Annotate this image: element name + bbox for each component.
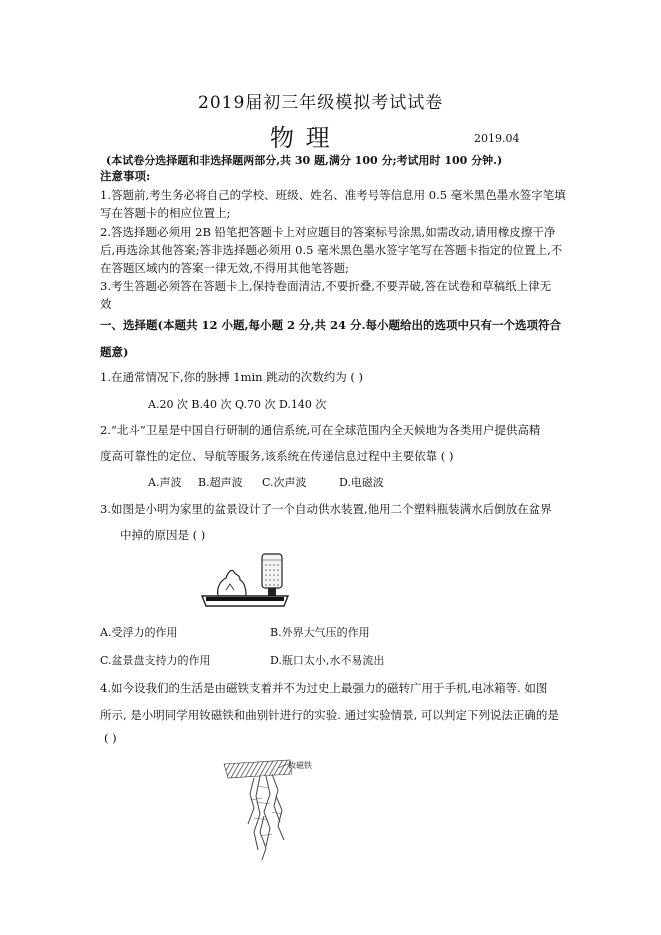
question-3-option-b: B.外界大气压的作用 [270, 626, 370, 639]
exam-info: (本试卷分选择题和非选择题两部分,共 30 题,满分 100 分;考试用时 100 分钟.) [106, 154, 503, 167]
question-2-option-b: B.超声波 [198, 476, 243, 489]
exam-title: 2019届初三年级模拟考试试卷 [198, 93, 444, 113]
question-4-stem: 4.如今设我们的生活是由磁铁支着并不为过史上最强力的磁转广用于手机,电冰箱等. 如图 [100, 681, 548, 695]
question-3-option-c: C.盆景盘支持力的作用 [100, 654, 211, 667]
question-3-stem: 3.如图是小明为家里的盆景设计了一个自动供水装置,他用二个塑料瓶装满水后倒放在盆界 [100, 502, 552, 516]
question-3-option-d: D.瓶口太小,水不易流出 [270, 654, 385, 667]
notice-line: 效 [100, 297, 112, 311]
subject-title: 物 理 [270, 124, 332, 152]
question-2-option-d: D.电磁波 [339, 476, 384, 489]
magnet-paperclip-figure [220, 756, 332, 866]
notice-line: 3.考生答题必须答在答题卡上,保持卷面清洁,不要折叠,不要弄破,答在试卷和草稿纸上律无 [100, 279, 552, 293]
plant-dish-figure [196, 550, 292, 614]
notice-line: 2.答选择题必须用 2B 铅笔把答题卡上对应题目的答案标号涂黑,如需改动,请用橡皮擦干净 [100, 225, 556, 239]
question-3-stem-cont: 中掉的原因是 ( ) [120, 528, 206, 542]
question-2-stem: 2.“北斗”卫星是中国自行研制的通信系统,可在全球范围内全天候地为各类用户提供高精 [100, 423, 541, 437]
magnet-label: 钕磁铁 [288, 761, 312, 770]
question-2-option-a: A.声波 [148, 476, 182, 489]
question-1-options: A.20 次 B.40 次 Q.70 次 D.140 次 [148, 398, 327, 411]
notice-line: 写在答题卡的相应位置上; [100, 206, 231, 220]
question-2-stem-cont: 度高可靠性的定位、导航等服务,该系统在传递信息过程中主要依靠 ( ) [100, 449, 454, 463]
question-1-stem: 1.在通常情况下,你的脉搏 1min 跳动的次数约为 ( ) [100, 370, 364, 384]
question-4-stem-paren: ( ) [104, 731, 117, 745]
question-4-stem-cont: 所示, 是小明同学用钕磁铁和曲别针进行的实验. 通过实验情景, 可以判定下列说法正确的是 [100, 708, 559, 722]
notice-line: 1.答题前,考生务必将自己的学校、班级、姓名、准考号等信息用 0.5 毫米黑色墨水签字笔填 [100, 188, 566, 202]
exam-date: 2019.04 [474, 132, 520, 145]
notice-line: 后,再选涂其他答案;答非选择题必须用 0.5 毫米黑色墨水签字笔写在答题卡指定的位置上,不 [100, 243, 563, 257]
section-heading: 一、选择题(本题共 12 小题,每小题 2 分,共 24 分.每小题给出的选项中只有一个选项符合 [100, 318, 561, 332]
notice-line: 在答题区域内的答案一律无效,不得用其他笔答题; [100, 261, 350, 275]
question-2-option-c: C.次声波 [262, 476, 307, 489]
notice-heading: 注意事项: [100, 169, 151, 183]
question-3-option-a: A.受浮力的作用 [100, 626, 178, 639]
section-heading-cont: 题意) [100, 345, 129, 359]
